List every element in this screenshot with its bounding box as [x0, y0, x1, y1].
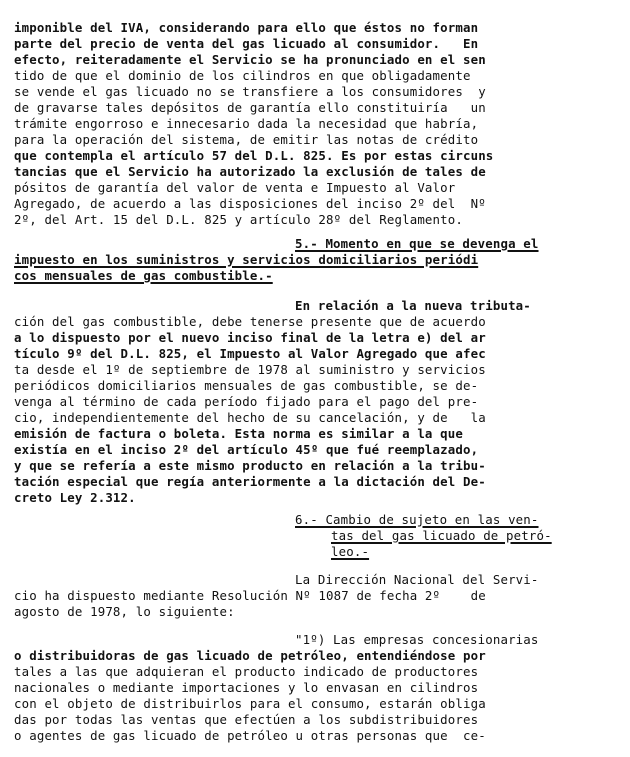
text-line: o distribuidoras de gas licuado de petróleo, entendiéndose por	[14, 648, 486, 663]
text-line: Agregado, de acuerdo a las disposiciones del inciso 2º del Nº	[14, 196, 486, 211]
text-line: y que se refería a este mismo producto en relación a la tribu-	[14, 458, 486, 473]
section-heading-line: tas del gas licuado de petró-	[331, 528, 552, 543]
text-line: o agentes de gas licuado de petróleo u otras personas que ce-	[14, 728, 486, 743]
text-line: creto Ley 2.312.	[14, 490, 136, 505]
text-line: a lo dispuesto por el nuevo inciso final de la letra e) del ar	[14, 330, 486, 345]
text-line: venga al término de cada período fijado para el pago del pre-	[14, 394, 479, 409]
text-line: existía en el inciso 2º del artículo 45º que fué reemplazado,	[14, 442, 479, 457]
text-line: pósitos de garantía del valor de venta e Impuesto al Valor	[14, 180, 456, 195]
text-line: periódicos domiciliarios mensuales de gas combustible, se de-	[14, 378, 479, 393]
text-line: parte del precio de venta del gas licuado al consumidor. En	[14, 36, 479, 51]
text-line: ción del gas combustible, debe tenerse presente que de acuerdo	[14, 314, 486, 329]
text-line: En relación a la nueva tributa-	[295, 298, 531, 313]
text-line: tículo 9º del D.L. 825, el Impuesto al Valor Agregado que afec	[14, 346, 486, 361]
text-line: das por todas las ventas que efectúen a los subdistribuidores	[14, 712, 479, 727]
section-heading-line: cos mensuales de gas combustible.-	[14, 268, 273, 283]
text-line: tancias que el Servicio ha autorizado la exclusión de tales de	[14, 164, 486, 179]
text-line: cio, independientemente del hecho de su cancelación, y de la	[14, 410, 486, 425]
text-line: tación especial que regía anteriormente a la dictación del De-	[14, 474, 486, 489]
text-line: tales a las que adquieran el producto indicado de productores	[14, 664, 479, 679]
text-line: "1º) Las empresas concesionarias	[295, 632, 539, 647]
text-line: con el objeto de distribuirlos para el consumo, estarán obliga	[14, 696, 486, 711]
text-line: trámite engorroso e innecesario dada la necesidad que habría,	[14, 116, 479, 131]
text-line: agosto de 1978, lo siguiente:	[14, 604, 235, 619]
text-line: que contempla el artículo 57 del D.L. 825. Es por estas circuns	[14, 148, 494, 163]
text-line: efecto, reiteradamente el Servicio se ha pronunciado en el sen	[14, 52, 486, 67]
text-line: emisión de factura o boleta. Esta norma es similar a la que	[14, 426, 463, 441]
text-line: se vende el gas licuado no se transfiere a los consumidores y	[14, 84, 486, 99]
text-line: ta desde el 1º de septiembre de 1978 al suministro y servicios	[14, 362, 486, 377]
text-line: para la operación del sistema, de emitir las notas de crédito	[14, 132, 479, 147]
section-heading-line: 6.- Cambio de sujeto en las ven-	[295, 512, 539, 527]
text-line: de gravarse tales depósitos de garantía ello constituiría un	[14, 100, 486, 115]
text-line: 2º, del Art. 15 del D.L. 825 y artículo 28º del Reglamento.	[14, 212, 463, 227]
section-heading-line: impuesto en los suministros y servicios domiciliarios periódi	[14, 252, 479, 267]
text-line: nacionales o mediante importaciones y lo envasan en cilindros	[14, 680, 479, 695]
text-line: tido de que el dominio de los cilindros en que obligadamente	[14, 68, 471, 83]
text-line: cio ha dispuesto mediante Resolución Nº 1087 de fecha 2º de	[14, 588, 486, 603]
section-heading-line: 5.- Momento en que se devenga el	[295, 236, 539, 251]
section-heading-line: leo.-	[331, 544, 370, 559]
text-line: imponible del IVA, considerando para ello que éstos no forman	[14, 20, 479, 35]
text-line: La Dirección Nacional del Servi-	[295, 572, 539, 587]
